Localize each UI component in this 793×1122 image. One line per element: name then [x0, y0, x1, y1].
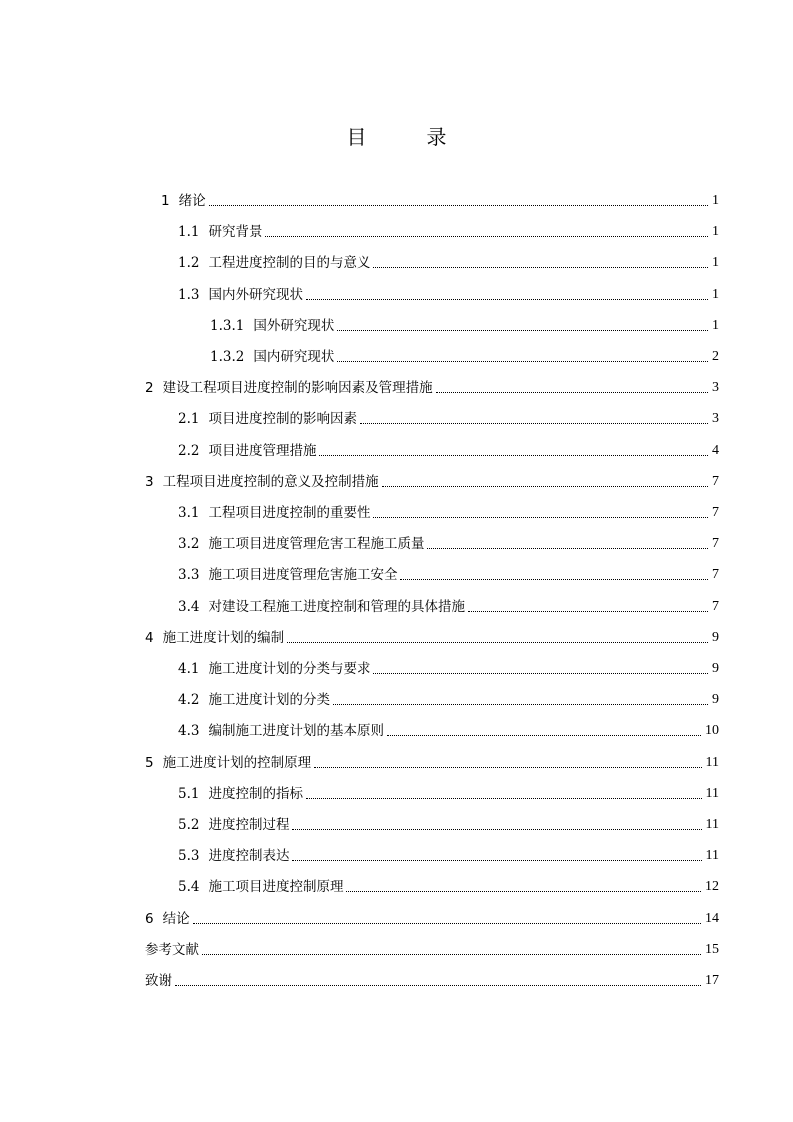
toc-entry-title: 工程进度控制的目的与意义 [208, 255, 371, 272]
toc-entry-number: 2.2 [178, 442, 200, 459]
toc-entry[interactable] [178, 717, 719, 741]
toc-entry[interactable] [145, 905, 719, 929]
toc-entry[interactable] [145, 749, 719, 773]
toc-dot-leader [314, 767, 701, 768]
toc-entry-number: 4.3 [178, 723, 200, 740]
toc-entry-title: 施工进度计划的编制 [162, 629, 285, 646]
toc-entry-number: 2 [145, 380, 154, 397]
toc-entry-number: 6 [145, 910, 154, 927]
toc-entry-title: 绪论 [178, 193, 206, 209]
toc-entry-page: 11 [705, 754, 719, 770]
toc-entry-number: 5.4 [178, 879, 200, 896]
toc-entry-number: 2.1 [178, 411, 200, 428]
toc-entry-number: 4 [145, 629, 154, 646]
toc-entry-page: 3 [712, 411, 719, 427]
toc-entry-title: 进度控制过程 [208, 817, 290, 833]
toc-entry-page: 11 [705, 817, 719, 832]
toc-entry-title: 施工项目进度管理危害工程施工质量 [208, 536, 425, 553]
toc-entry[interactable] [178, 593, 719, 617]
toc-entry-title: 进度控制表达 [208, 848, 290, 865]
toc-entry-page: 1 [712, 317, 719, 333]
toc-entry-number: 5.3 [178, 848, 200, 865]
toc-entry-title: 施工进度计划的控制原理 [162, 754, 312, 771]
toc-entry-title: 工程项目进度控制的意义及控制措施 [162, 473, 379, 490]
toc-entry-page: 9 [712, 692, 719, 708]
toc-dot-leader [306, 798, 702, 799]
toc-entry-page: 7 [712, 598, 719, 614]
toc-entry-number: 5 [145, 754, 154, 771]
toc-entry-title: 编制施工进度计划的基本原则 [208, 723, 384, 740]
toc-entry-title: 施工进度计划的分类与要求 [208, 661, 371, 677]
toc-entry-page: 4 [712, 442, 719, 458]
toc-entry-title: 建设工程项目进度控制的影响因素及管理措施 [162, 380, 433, 397]
toc-entry[interactable] [145, 468, 719, 492]
toc-entry-number: 4.2 [178, 692, 200, 709]
toc-entry-page: 1 [712, 193, 719, 208]
toc-entry-number: 4.1 [178, 661, 200, 677]
toc-entry-title: 施工项目进度管理危害施工安全 [208, 567, 398, 584]
toc-dot-leader [292, 829, 701, 830]
toc-dot-leader [373, 517, 708, 518]
toc-entry-page: 11 [705, 848, 719, 864]
toc-entry-page: 1 [712, 286, 719, 302]
toc-dot-leader [287, 642, 708, 643]
toc-entry-title: 项目进度管理措施 [208, 442, 317, 459]
toc-entry[interactable] [178, 281, 719, 305]
toc-dot-leader [360, 423, 708, 424]
toc-entry-number: 5.2 [178, 817, 200, 833]
toc-dot-leader [387, 735, 701, 736]
toc-entry-number: 1.1 [178, 224, 200, 241]
toc-dot-leader [346, 891, 701, 892]
toc-entry[interactable] [178, 405, 719, 429]
toc-entry[interactable] [178, 437, 719, 461]
toc-entry[interactable] [178, 218, 719, 242]
toc-dot-leader [468, 611, 708, 612]
toc-entry[interactable] [178, 811, 719, 835]
toc-entry-page: 14 [705, 910, 719, 926]
toc-entry-number: 3.4 [178, 598, 200, 615]
toc-entry[interactable] [178, 655, 719, 679]
toc-entry-title: 施工项目进度控制原理 [208, 879, 344, 896]
toc-entry-title: 致谢 [145, 973, 172, 989]
toc-entry[interactable] [178, 780, 719, 804]
toc-entry-title: 国内研究现状 [253, 349, 335, 365]
toc-entry[interactable] [178, 842, 719, 866]
toc-entry-number: 1.3.2 [210, 349, 245, 365]
toc-entry-page: 7 [712, 473, 719, 489]
toc-entry-number: 1.3 [178, 286, 200, 303]
toc-entry[interactable] [210, 343, 719, 367]
toc-entry-title: 国内外研究现状 [208, 286, 303, 303]
toc-dot-leader [373, 673, 708, 674]
toc-entry[interactable] [178, 499, 719, 523]
toc-dot-leader [209, 205, 708, 206]
toc-entry-page: 10 [705, 723, 719, 739]
toc-entry-title: 施工进度计划的分类 [208, 692, 330, 709]
toc-entry-title: 工程项目进度控制的重要性 [208, 505, 371, 521]
toc-entry-number: 1.2 [178, 255, 200, 272]
toc-dot-leader [202, 954, 701, 955]
toc-entry[interactable] [145, 936, 719, 960]
page-title: 目 录 [346, 125, 467, 149]
toc-entry[interactable] [178, 249, 719, 273]
toc-entry[interactable] [178, 561, 719, 585]
toc-entry-page: 7 [712, 536, 719, 552]
toc-entry[interactable] [178, 873, 719, 897]
toc-entry-number: 3.3 [178, 567, 200, 584]
toc-entry[interactable] [210, 312, 719, 336]
toc-entry-page: 9 [712, 661, 719, 676]
toc-entry-title: 研究背景 [208, 224, 263, 241]
toc-entry[interactable] [178, 530, 719, 554]
toc-entry-page: 11 [705, 785, 719, 801]
toc-entry[interactable] [145, 624, 719, 648]
toc-entry-number: 1.3.1 [210, 317, 245, 334]
toc-entry[interactable] [178, 686, 719, 710]
toc-entry-page: 7 [712, 567, 719, 583]
toc-dot-leader [427, 548, 708, 549]
toc-entry-page: 9 [712, 629, 719, 645]
toc-entry-title: 参考文献 [145, 941, 199, 958]
toc-dot-leader [337, 330, 708, 331]
toc-entry-page: 1 [712, 255, 719, 271]
toc-dot-leader [337, 361, 708, 362]
toc-dot-leader [382, 486, 708, 487]
toc-dot-leader [400, 579, 708, 580]
toc-entry-title: 进度控制的指标 [208, 785, 303, 802]
toc-entry-page: 1 [712, 224, 719, 240]
toc-entry-title: 国外研究现状 [253, 317, 335, 334]
toc-entry-number: 3.1 [178, 505, 200, 521]
toc-entry[interactable] [145, 967, 719, 991]
toc-entry-page: 12 [705, 879, 719, 895]
toc-entry[interactable] [145, 374, 719, 398]
toc-dot-leader [193, 923, 701, 924]
toc-entry[interactable] [161, 187, 719, 211]
toc-entry-title: 对建设工程施工进度控制和管理的具体措施 [208, 598, 465, 615]
toc-entry-title: 结论 [162, 910, 190, 927]
toc-entry-title: 项目进度控制的影响因素 [208, 411, 357, 428]
toc-dot-leader [292, 860, 701, 861]
toc-dot-leader [373, 267, 708, 268]
toc-entry-number: 1 [161, 193, 170, 209]
toc-dot-leader [306, 299, 708, 300]
toc-entry-number: 3 [145, 473, 154, 490]
toc-entry-number: 3.2 [178, 536, 200, 553]
toc-entry-page: 3 [712, 380, 719, 396]
toc-entry-page: 7 [712, 505, 719, 520]
toc-dot-leader [436, 392, 708, 393]
toc-entry-page: 17 [705, 973, 719, 988]
toc-dot-leader [333, 704, 708, 705]
toc-entry-page: 2 [712, 349, 719, 364]
toc-dot-leader [265, 236, 708, 237]
toc-entry-page: 15 [705, 941, 719, 957]
toc-entry-number: 5.1 [178, 785, 200, 802]
toc-dot-leader [175, 985, 701, 986]
toc-dot-leader [319, 455, 708, 456]
